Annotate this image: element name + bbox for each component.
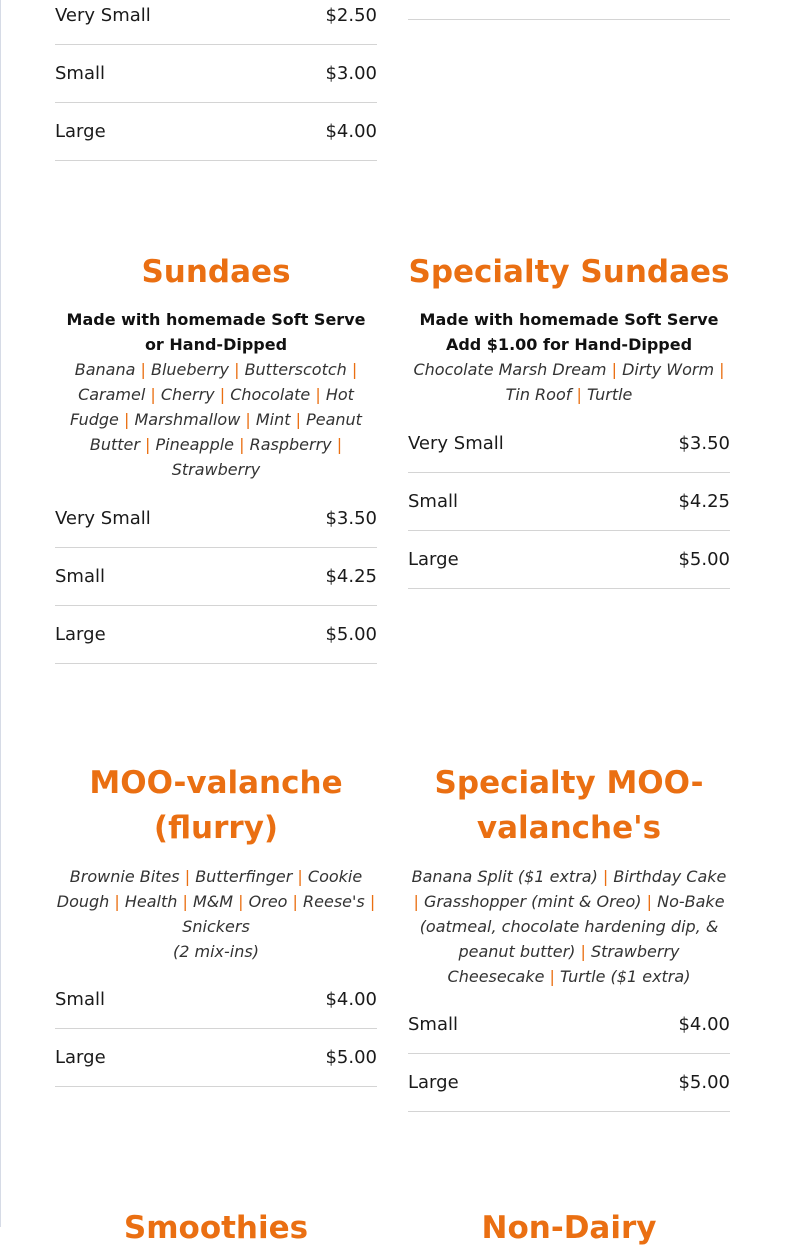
separator: | (544, 967, 560, 986)
size-label: Very Small (408, 433, 504, 454)
flavor-item: Snickers (182, 917, 250, 936)
price-value: $4.25 (678, 491, 730, 512)
section-title (55, 761, 377, 851)
size-label: Large (408, 549, 459, 570)
price-row (55, 45, 377, 103)
separator: | (233, 892, 249, 911)
separator: | (177, 892, 193, 911)
separator: | (240, 410, 256, 429)
specialty-moo-valanche-section (408, 761, 730, 1112)
flavor-item: Marshmallow (134, 410, 241, 429)
size-label: Small (55, 566, 105, 587)
flavor-item: Mint (255, 410, 291, 429)
flavor-item: Caramel (78, 385, 146, 404)
flavor-item: Hot Fudge (70, 385, 354, 429)
price-row (55, 1029, 377, 1087)
price-list (408, 996, 730, 1112)
separator: | (364, 892, 376, 911)
flavor-item: Chocolate (230, 385, 311, 404)
size-label: Very Small (55, 5, 151, 26)
flavor-list (55, 864, 377, 964)
price-row (408, 415, 730, 473)
subtitle-line: or Hand-Dipped (144, 335, 288, 354)
flavor-item: Tin Roof (505, 385, 572, 404)
separator: | (346, 360, 358, 379)
section-title: Specialty Sundaes (408, 254, 730, 290)
flavor-item: Strawberry (171, 460, 261, 479)
flavor-item: Cookie Dough (56, 867, 363, 911)
separator: | (413, 892, 424, 911)
flavor-item: Banana (74, 360, 136, 379)
flavor-item: Banana Split ($1 extra) (411, 867, 598, 886)
flavor-item: Cherry (160, 385, 215, 404)
price-row (55, 548, 377, 606)
price-row (55, 490, 377, 548)
price-value: $5.00 (678, 549, 730, 570)
size-label: Small (55, 989, 105, 1010)
price-value: $4.00 (678, 1014, 730, 1035)
size-label: Small (408, 491, 458, 512)
top-right-price-list (408, 0, 730, 20)
separator: | (310, 385, 326, 404)
size-label: Small (55, 63, 105, 84)
flavor-item: Turtle (586, 385, 633, 404)
title-line: MOO-valanche (89, 765, 343, 801)
separator: | (597, 867, 614, 886)
specialty-sundaes-section (408, 250, 730, 589)
price-row (55, 606, 377, 664)
subtitle-line: Add $1.00 for Hand-Dipped (445, 335, 693, 354)
price-value: $5.00 (678, 1072, 730, 1093)
price-row (55, 971, 377, 1029)
size-label: Very Small (55, 508, 151, 529)
price-value: $3.00 (325, 63, 377, 84)
size-label: Small (408, 1014, 458, 1035)
flavor-item: Turtle ($1 extra) (560, 967, 691, 986)
price-row (408, 1054, 730, 1112)
flavor-item: Health (124, 892, 178, 911)
separator: | (109, 892, 125, 911)
flavor-list (408, 357, 730, 407)
price-row (408, 531, 730, 589)
separator: | (139, 435, 156, 454)
sundaes-section (55, 250, 377, 664)
flavor-item: Grasshopper (mint & Oreo) (423, 892, 642, 911)
separator: | (641, 892, 658, 911)
subtitle-line: Made with homemade Soft Serve (419, 310, 719, 329)
separator: | (118, 410, 135, 429)
separator: | (290, 410, 307, 429)
flavor-item: Peanut Butter (89, 410, 362, 454)
page-left-border (0, 0, 1, 1227)
flavor-item: Chocolate Marsh Dream (413, 360, 607, 379)
size-label: Large (55, 624, 106, 645)
flavor-item: Birthday Cake (613, 867, 727, 886)
flavor-item: Blueberry (150, 360, 229, 379)
price-value: $4.00 (325, 989, 377, 1010)
flavor-list (408, 864, 730, 989)
flavor-item: Pineapple (155, 435, 235, 454)
price-row (408, 0, 730, 20)
section-title (408, 761, 730, 851)
price-row (408, 473, 730, 531)
price-value: $4.25 (325, 566, 377, 587)
separator: | (571, 385, 587, 404)
section-title: Sundaes (141, 254, 291, 290)
flavor-item: M&M (192, 892, 234, 911)
separator: | (331, 435, 343, 454)
separator: | (179, 867, 196, 886)
non-dairy-section (408, 1206, 730, 1251)
separator: | (234, 435, 250, 454)
section-title: Smoothies (123, 1210, 309, 1246)
price-value: $2.50 (325, 5, 377, 26)
separator: | (287, 892, 304, 911)
flavor-item: Oreo (248, 892, 288, 911)
price-list (55, 971, 377, 1087)
price-value: $3.50 (678, 433, 730, 454)
separator: | (135, 360, 151, 379)
section-subtitle (408, 307, 730, 357)
section-title: Non-Dairy (481, 1210, 657, 1246)
price-row (408, 996, 730, 1054)
title-line: valanche's (476, 810, 662, 846)
price-value: $4.00 (325, 121, 377, 142)
title-line: Specialty MOO- (434, 765, 704, 801)
price-row (55, 103, 377, 161)
smoothies-section (55, 1206, 377, 1251)
separator: | (229, 360, 245, 379)
moo-valanche-section (55, 761, 377, 1087)
size-label: Large (55, 121, 106, 142)
title-line: (flurry) (153, 810, 279, 846)
separator: | (714, 360, 725, 379)
separator: | (575, 942, 591, 961)
flavor-list (55, 357, 377, 482)
price-list (408, 415, 730, 589)
flavor-item: Reese's (303, 892, 365, 911)
price-value: $5.00 (325, 624, 377, 645)
separator: | (606, 360, 623, 379)
mix-in-note: (2 mix-ins) (173, 942, 259, 961)
price-list (55, 490, 377, 664)
size-label: Large (55, 1047, 106, 1068)
flavor-item: No-Bake (oatmeal, chocolate hardening dip, & peanut butter) (419, 892, 725, 961)
separator: | (292, 867, 308, 886)
top-left-price-list (55, 0, 377, 161)
size-label: Large (408, 1072, 459, 1093)
flavor-item: Raspberry (249, 435, 332, 454)
flavor-item: Butterscotch (244, 360, 347, 379)
separator: | (145, 385, 161, 404)
flavor-item: Strawberry Cheesecake (447, 942, 680, 986)
separator: | (214, 385, 231, 404)
subtitle-line: Made with homemade Soft Serve (66, 310, 366, 329)
price-value: $3.50 (325, 508, 377, 529)
price-row (55, 0, 377, 45)
section-subtitle (55, 307, 377, 357)
price-value: $5.00 (325, 1047, 377, 1068)
flavor-item: Dirty Worm (622, 360, 715, 379)
flavor-item: Brownie Bites (69, 867, 180, 886)
flavor-item: Butterfinger (195, 867, 293, 886)
